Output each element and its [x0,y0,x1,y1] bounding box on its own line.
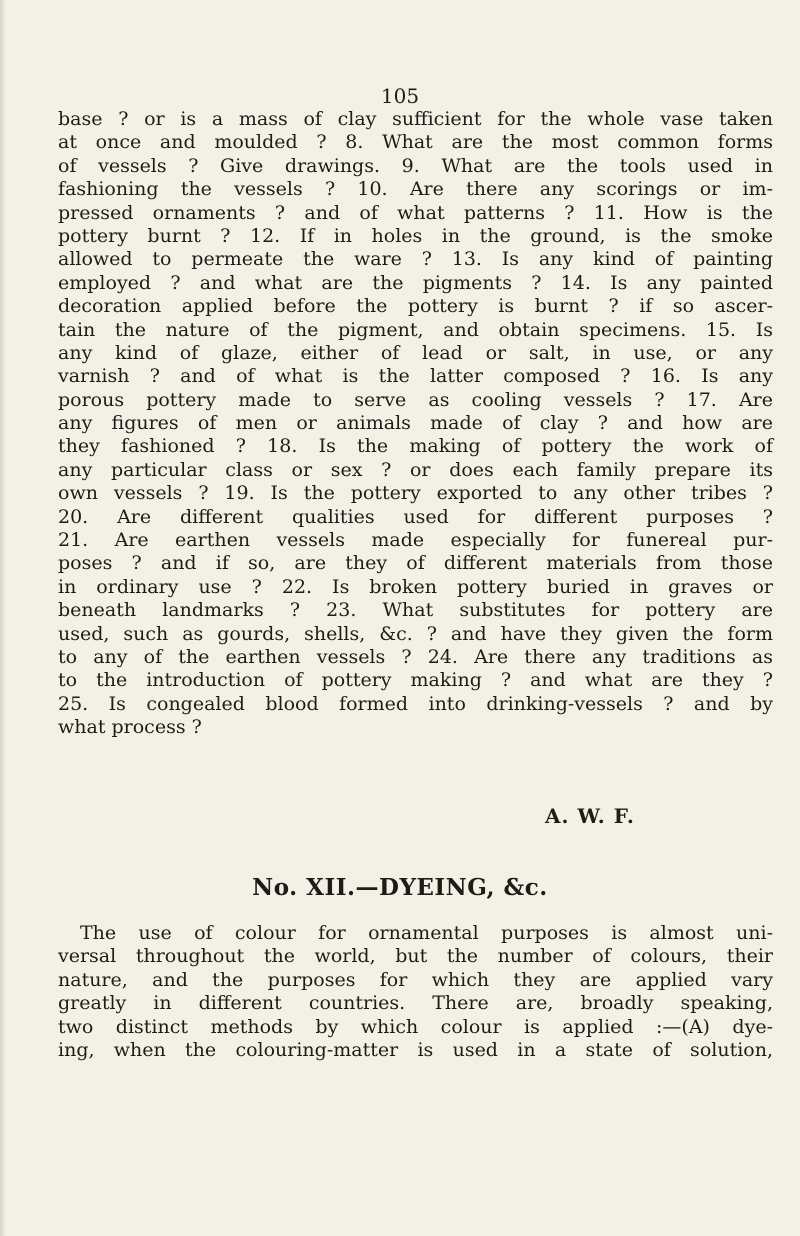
text-line: any particular class or sex ? or does each family prepare its [58,458,773,481]
text-line: fashioning the vessels ? 10. Are there any scorings or im- [58,178,773,201]
text-line: any figures of men or animals made of clay ? and how are [58,412,773,435]
text-line: they fashioned ? 18. Is the making of pottery the work of [58,435,773,458]
text-line: 21. Are earthen vessels made especially for funereal pur- [58,529,773,552]
text-line: of vessels ? Give drawings. 9. What are the tools used in [58,154,773,177]
section-heading: No. XII.—DYEING, &c. [252,874,548,901]
text-line: nature, and the purposes for which they are applied vary [58,968,773,991]
text-line: in ordinary use ? 22. Is broken pottery buried in graves or [58,575,773,598]
text-line: versal throughout the world, but the number of colours, their [58,945,773,968]
text-line: employed ? and what are the pigments ? 14. Is any painted [58,271,773,294]
text-line: ing, when the colouring-matter is used in a state of solution, [58,1038,773,1061]
text-line: 25. Is congealed blood formed into drinking-vessels ? and by [58,692,773,715]
text-line: two distinct methods by which colour is applied :—(A) dye- [58,1015,773,1038]
text-line: what process ? [58,716,202,739]
dyeing-paragraph [58,922,773,1062]
text-line: varnish ? and of what is the latter composed ? 16. Is any [58,365,773,388]
text-line: 20. Are different qualities used for different purposes ? [58,505,773,528]
text-line: to any of the earthen vessels ? 24. Are there any traditions as [58,645,773,668]
text-line: own vessels ? 19. Is the pottery exported to any other tribes ? [58,482,773,505]
text-line: allowed to permeate the ware ? 13. Is any kind of painting [58,248,773,271]
text-line: decoration applied before the pottery is burnt ? if so ascer- [58,295,773,318]
page-number: 105 [380,84,420,108]
text-line: used, such as gourds, shells, &c. ? and have they given the form [58,622,773,645]
text-line: at once and moulded ? 8. What are the most common forms [58,131,773,154]
questions-paragraph [58,108,773,740]
text-line: tain the nature of the pigment, and obtain specimens. 15. Is [58,318,773,341]
text-line: pottery burnt ? 12. If in holes in the ground, is the smoke [58,224,773,247]
author-initials: A. W. F. [545,804,635,828]
page-edge-shadow [0,0,6,1236]
text-line: poses ? and if so, are they of different materials from those [58,552,773,575]
text-line: porous pottery made to serve as cooling vessels ? 17. Are [58,388,773,411]
text-line: beneath landmarks ? 23. What substitutes for pottery are [58,599,773,622]
text-line: pressed ornaments ? and of what patterns ? 11. How is the [58,201,773,224]
text-line: any kind of glaze, either of lead or salt, in use, or any [58,341,773,364]
text-line: to the introduction of pottery making ? and what are they ? [58,669,773,692]
text-line: base ? or is a mass of clay sufficient for the whole vase taken [58,108,773,130]
text-line: The use of colour for ornamental purposes is almost uni- [80,922,773,944]
text-line: greatly in different countries. There are, broadly speaking, [58,992,773,1015]
